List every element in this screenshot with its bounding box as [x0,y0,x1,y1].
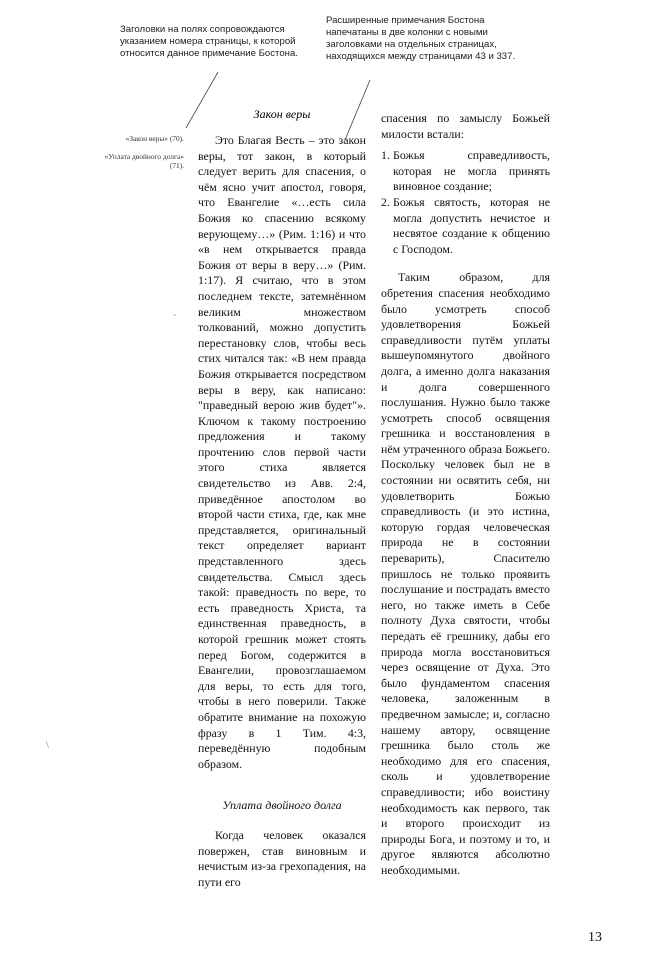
annotation-left-note: Заголовки на полях сопровождаются указанием номера страницы, к которой относится данное примечание Бостона. [120,24,298,59]
list-item-text: Божья справедливость, которая не могла принять виновное создание; [393,148,550,194]
section-heading: Закон веры [253,107,311,121]
body-paragraph: Это Благая Весть – это закон веры, тот закон, в который следует верить для спасения, о чём ясно учит апостол, говоря, что Евангелие «…есть сила Божия ко спасению всякому верующему…» (Рим. 1:16) и что «в нем открывается правда Божия от веры в веру…» (Рим. 1:17). Я считаю, что в этом последнем тексте, затемнённом великим множеством толкований, можно допустить перестановку слов, чтобы весь стих читался так: «В нем правда Божия открывается посредством веры в веру, как написано: "праведный верою жив будет"». Ключом к такому построению предложения и такому прочтению слов первой части этого стиха является свидетельство из Авв. 2:4, приведённое апостолом во второй части стиха, где, как мне представляется, оригинальный текст определяет вариант представленного здесь свидетельства. Смысл здесь такой: праведность по вере, то есть праведность Христа, та единственная праведность, в которой грешник может стоять перед Богом, содержится в Евангелии, провозглашаемом для веры, то есть для того, чтобы в него поверили. Также обратите внимание на похожую фразу в 1 Тим. 4:3, переведённую подобным образом. [198,133,366,771]
body-paragraph-continued: спасения по замыслу Божьей милости встали: [381,111,550,141]
page-number: 13 [588,930,602,945]
body-paragraph: Когда человек оказался повержен, став виновным и нечистым из-за грехопадения, на пути его [198,827,366,889]
list-item [381,195,550,257]
annotation-right-note: Расширенные примечания Бостона напечатаны в две колонки с новыми заголовками на отдельных страницах, находящихся между страницами 43 и 337. [326,15,516,62]
stray-mark: ` [173,314,177,325]
list-number: 1. [381,148,390,163]
left-column [198,133,366,890]
list-item [381,148,550,195]
numbered-list [381,148,550,257]
right-column [381,111,550,879]
list-number: 2. [381,194,390,209]
section-heading: Уплата двойного долга [222,798,342,813]
margin-heading: «Закон веры» (70). [125,134,184,143]
body-paragraph: Таким образом, для обретения спасения необходимо было усмотреть способ удовлетворения Божьей справедливости путём уплаты вышеупомянутого двойного долга, а именно долга наказания и долга совершенного послушания. Нужно было также усмотреть способ освящения грешника и восстановления в нём утраченного образа Божьего. Поскольку человек был не в состоянии ни освятить себя, ни удовлетворить Божью справедливость (и это истина, которую гордая человеческая природа не в состоянии переварить), Спасителю пришлось не только проявить послушание и пострадать вместо него, но также иметь в Себе полноту Духа святости, чтобы передать её грешнику, дабы его природа могла восстановиться через освящение от Духа. Это было фундаментом спасения человека, заложенным в предвечном замысле; и, согласно нашему автору, освящение грешника было столь же необходимо для его спасения, сколь и удовлетворение справедливости; ибо воистину необходимость как первого, так и второго происходит из природы Бога, и поэтому и то, и другое являются абсолютно необходимыми. [381,270,550,877]
stray-mark: \ [46,740,49,751]
margin-heading: «Уплата двойного долга» (71). [104,152,184,170]
list-item-text: Божья святость, которая не могла допустить нечистое и несвятое создание к общению с Господом. [393,194,550,256]
